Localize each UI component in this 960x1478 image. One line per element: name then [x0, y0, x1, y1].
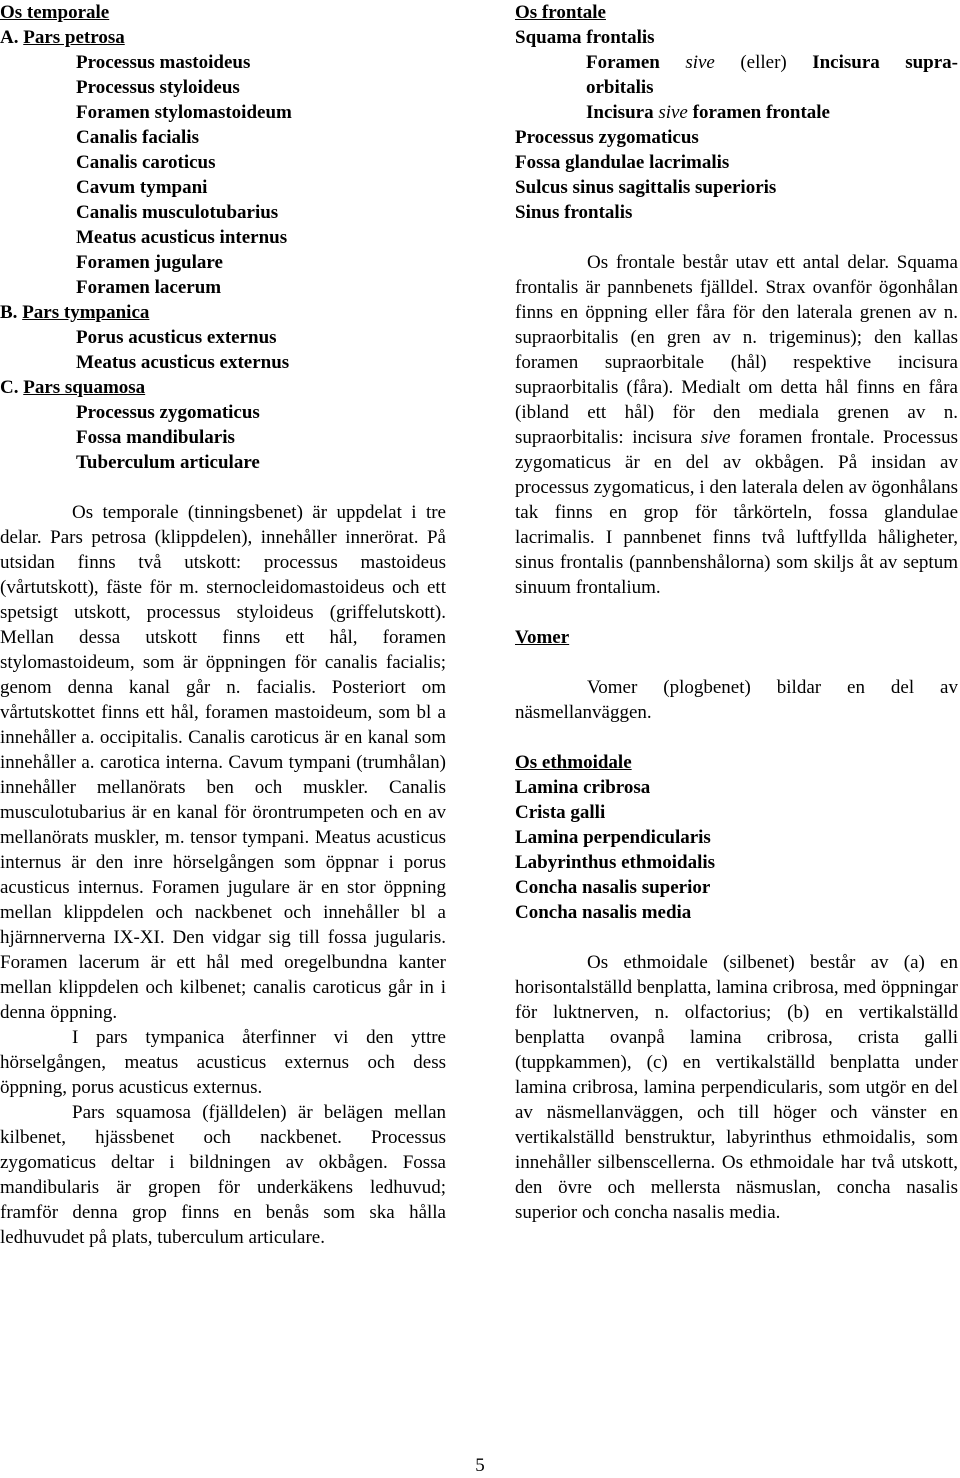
frontale-text-a: Os frontale består utav ett antal delar. Squama frontalis är pannbenets fjälldel. Strax ovanför ögonhålan finns en öppning eller fåra för den laterala grenen av n. supraorbitalis (en gren av n. trigeminus); den kallas foramen supraorbitale (hål) respektive incisura supraorbitalis (fåra). Medialt om detta hål finns en fåra (ibland ett hål) för den mediala grenen av n. supraorbitalis: incisura: [515, 252, 958, 448]
os-temporale-title: Os temporale: [0, 2, 110, 23]
vomer-title: Vomer: [515, 627, 570, 648]
term-item: Processus mastoideus: [76, 52, 251, 73]
section-b-heading: [0, 300, 446, 325]
section-a-title: Pars petrosa: [23, 27, 125, 48]
term-item: orbitalis: [586, 77, 654, 98]
term-item: Foramen lacerum: [76, 277, 222, 298]
left-column: [0, 0, 446, 1250]
term-item: Crista galli: [515, 802, 606, 823]
incisura-supra-text: Incisura supra-: [812, 52, 958, 73]
spacer: [515, 925, 958, 950]
term-item: Labyrinthus ethmoidalis: [515, 852, 716, 873]
incisura-text: Incisura: [586, 102, 659, 123]
term-item: Tuberculum articulare: [76, 452, 260, 473]
term-item: Canalis facialis: [76, 127, 199, 148]
term-item: Fossa glandulae lacrimalis: [515, 152, 730, 173]
spacer: [0, 475, 446, 500]
term-item: Processus zygomaticus: [515, 127, 699, 148]
foramen-line: [515, 50, 958, 75]
term-item: Concha nasalis superior: [515, 877, 711, 898]
vomer-paragraph: Vomer (plogbenet) bildar en del av näsmellanväggen.: [515, 677, 958, 723]
sive-italic: sive: [700, 427, 731, 448]
os-ethmoidale-title: Os ethmoidale: [515, 752, 632, 773]
term-item: Squama frontalis: [515, 27, 655, 48]
term-item: Foramen stylomastoideum: [76, 102, 292, 123]
term-item: Sinus frontalis: [515, 202, 633, 223]
section-c-heading: [0, 375, 446, 400]
term-item: Lamina perpendicularis: [515, 827, 711, 848]
sive-italic: sive: [685, 52, 715, 73]
frontale-paragraph: [515, 250, 958, 600]
term-item: Processus zygomaticus: [76, 402, 260, 423]
ethmoidale-paragraph: Os ethmoidale (silbenet) består av (a) en horisontalställd benplatta, lamina cribrosa, med öppningar för luktnerven, n. olfactorius; (b) en vertikalställd benplatta ovanpå lamina cribrosa, crista galli (tuppkammen), (c) en vertikalställd benplatta under lamina cribrosa, lamina perpendicularis, som utgör en del av näsmellanväggen, och till höger och vänster en vertikalställd benstruktur, labyrinthus ethmoidalis, som innehåller silbenscellerna. Os ethmoidale har två utskott, den övre och mellersta näsmuslan, concha nasalis superior och concha nasalis media.: [515, 952, 958, 1223]
section-b-title: Pars tympanica: [22, 302, 150, 323]
term-item: Canalis caroticus: [76, 152, 216, 173]
frontale-text-b: foramen frontale. Processus zygomaticus är en del av okbågen. På insidan av processus zygomaticus, i den laterala delen av ögonhålans tak finns en grop för tårkörteln, fossa glandulae lacrimalis. I pannbenet finns två luftfyllda håligheter, sinus frontalis (pannbenshålorna) som skiljs åt av septum sinuum frontalium.: [515, 427, 958, 598]
temporale-paragraph-3: Pars squamosa (fjälldelen) är belägen mellan kilbenet, hjässbenet och nackbenet. Processus zygomaticus deltar i bildningen av okbågen. Fossa mandibularis är gropen för underkäkens ledhuvud; framför denna grop finns en benås som ska hålla ledhuvudet på plats, tuberculum articulare.: [0, 1102, 446, 1248]
right-column: [515, 0, 958, 1225]
spacer: [515, 650, 958, 675]
term-item: Foramen jugulare: [76, 252, 223, 273]
temporale-paragraph-1: Os temporale (tinningsbenet) är uppdelat i tre delar. Pars petrosa (klippdelen), innehåller innerörat. På utsidan finns två utskott: processus mastoideus (vårtutskott), fäste för m. sternocleidomastoideus och ett spetsigt utskott, processus styloideus (griffelutskott). Mellan dessa utskott finns ett hål, foramen stylomastoideum, som är öppningen för canalis facialis; genom denna kanal går n. facialis. Posteriort om vårtutskottet finns ett hål, foramen mastoideum, som bl a innehåller a. occipitalis. Canalis caroticus är en kanal som innehåller a. carotica interna. Cavum tympani (trumhålan) innehåller mellanörats ben och muskler. Canalis musculotubarius är en kanal för örontrumpeten och en av mellanörats muskler, m. tensor tympani. Meatus acusticus internus är den inre hörselgången som öppnar i porus acusticus internus. Foramen jugulare är en stor öppning mellan klippdelen och nackbenet och innehåller bl a hjärnnerverna IX-XI. Den vidgar sig till fossa jugularis. Foramen lacerum är ett hål med oregelbundna kanter mellan klippdelen och kilbenet; canalis caroticus går in i denna öppning.: [0, 502, 446, 1023]
term-item: Concha nasalis media: [515, 902, 692, 923]
foramen-text: Foramen: [586, 52, 686, 73]
section-c-letter: C.: [0, 377, 19, 398]
term-item: Porus acusticus externus: [76, 327, 277, 348]
section-c-title: Pars squamosa: [23, 377, 146, 398]
term-item: Meatus acusticus externus: [76, 352, 290, 373]
term-item: Meatus acusticus internus: [76, 227, 288, 248]
term-item: Processus styloideus: [76, 77, 240, 98]
os-frontale-title: Os frontale: [515, 2, 606, 23]
spacer: [515, 725, 958, 750]
term-item: Fossa mandibularis: [76, 427, 235, 448]
spacer: [515, 600, 958, 625]
eller-text: (eller): [714, 52, 813, 73]
section-a-heading: [0, 25, 446, 50]
section-b-letter: B.: [0, 302, 18, 323]
term-item: Cavum tympani: [76, 177, 208, 198]
sive-italic: sive: [658, 102, 688, 123]
spacer: [515, 225, 958, 250]
temporale-paragraph-2: I pars tympanica återfinner vi den yttre hörselgången, meatus acusticus externus och dess öppning, porus acusticus externus.: [0, 1027, 446, 1098]
page-number: 5: [475, 1455, 485, 1476]
term-item: Canalis musculotubarius: [76, 202, 279, 223]
term-item: Sulcus sinus sagittalis superioris: [515, 177, 777, 198]
section-a-letter: A.: [0, 27, 19, 48]
foramen-frontale-text: foramen frontale: [687, 102, 830, 123]
incisura-line: [515, 100, 958, 125]
term-item: Lamina cribrosa: [515, 777, 651, 798]
